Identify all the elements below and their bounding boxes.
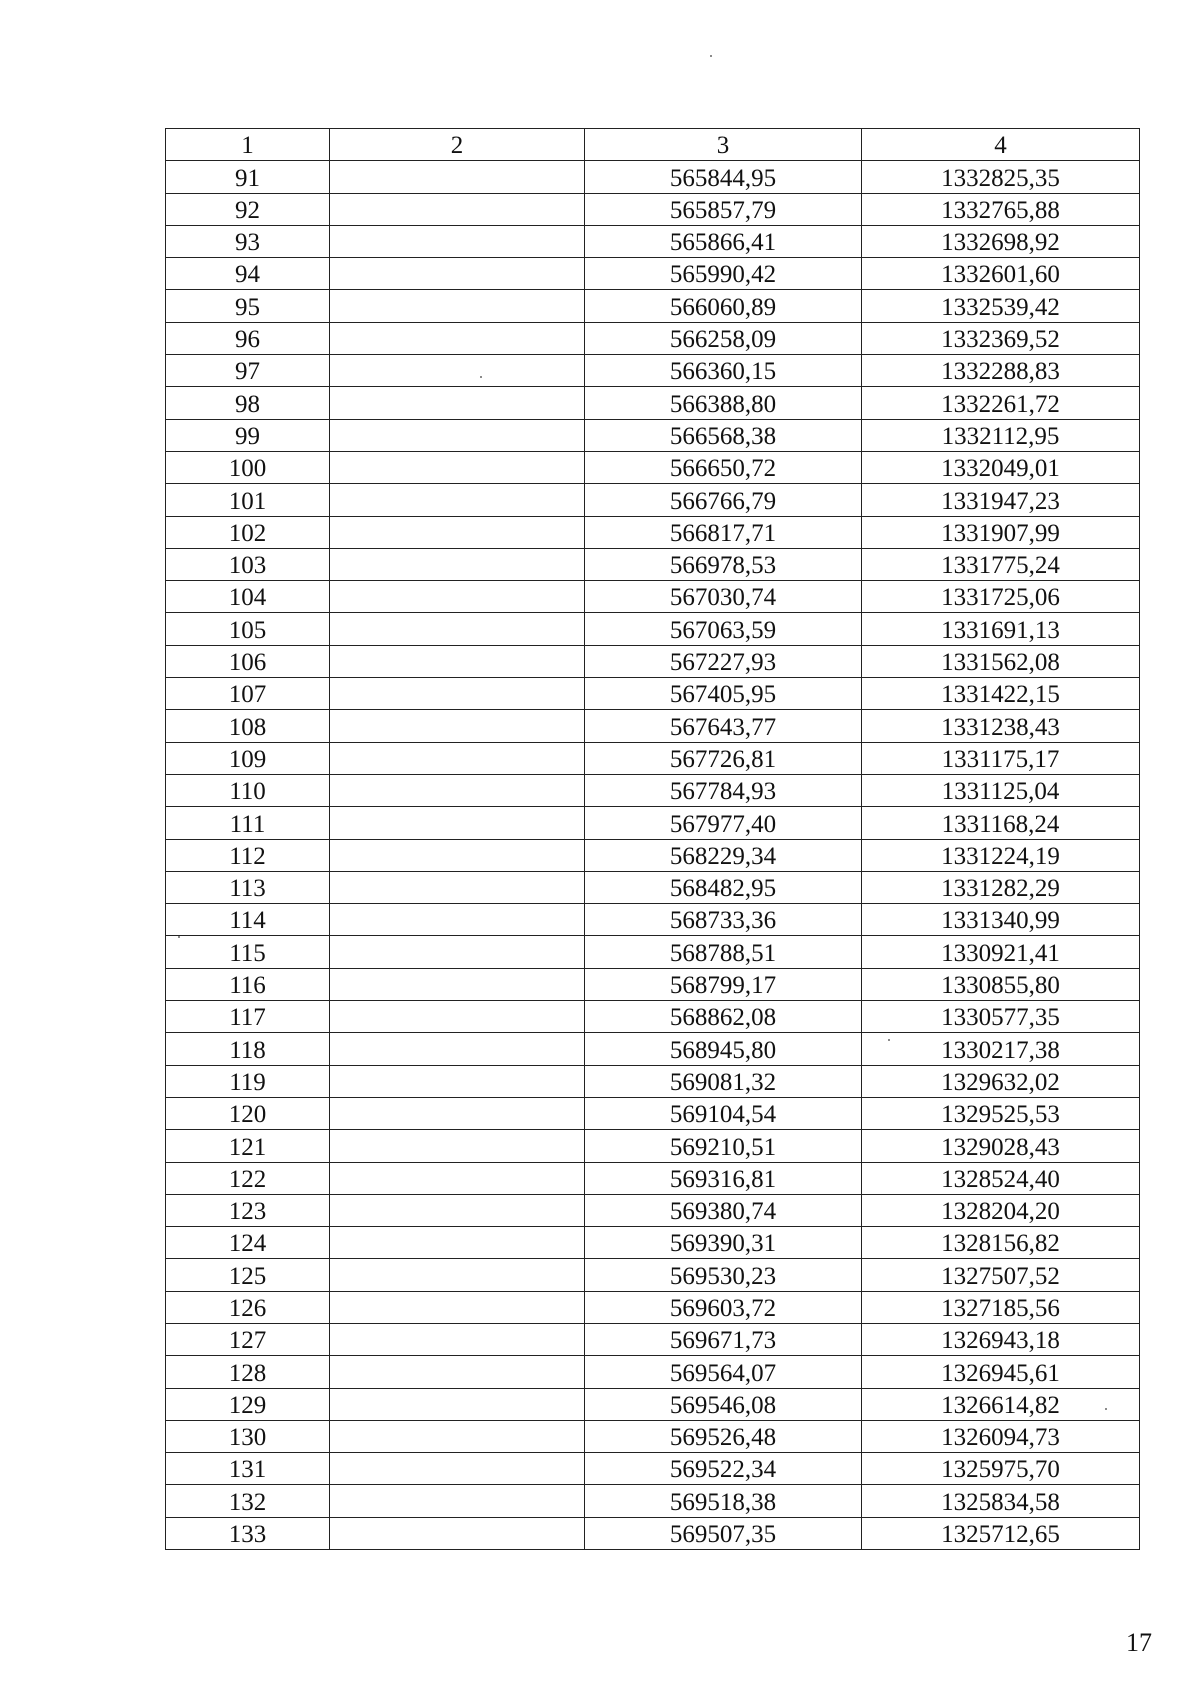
coordinate-x-cell: 569104,54: [585, 1097, 862, 1129]
coordinate-y-cell: 1325834,58: [862, 1485, 1140, 1517]
column-2-cell: [330, 225, 585, 257]
coordinate-x-cell: 569546,08: [585, 1388, 862, 1420]
point-number-cell: 116: [166, 968, 330, 1000]
coordinate-y-cell: 1326614,82: [862, 1388, 1140, 1420]
point-number-cell: 131: [166, 1453, 330, 1485]
table-row: [166, 1485, 1140, 1517]
coordinate-x-cell: 568482,95: [585, 871, 862, 903]
point-number-cell: 96: [166, 322, 330, 354]
table-row: [166, 548, 1140, 580]
point-number-cell: 110: [166, 774, 330, 806]
point-number-cell: 100: [166, 451, 330, 483]
column-header-1: 1: [166, 129, 330, 161]
coordinate-y-cell: 1329525,53: [862, 1097, 1140, 1129]
coordinate-y-cell: 1331238,43: [862, 710, 1140, 742]
point-number-cell: 103: [166, 548, 330, 580]
column-2-cell: [330, 1001, 585, 1033]
column-2-cell: [330, 290, 585, 322]
table-row: [166, 968, 1140, 1000]
coordinate-x-cell: 567030,74: [585, 581, 862, 613]
coordinate-y-cell: 1327507,52: [862, 1259, 1140, 1291]
coordinate-y-cell: 1329028,43: [862, 1130, 1140, 1162]
point-number-cell: 128: [166, 1356, 330, 1388]
table-row: [166, 258, 1140, 290]
point-number-cell: 108: [166, 710, 330, 742]
table-row: [166, 678, 1140, 710]
table-row: [166, 742, 1140, 774]
table-row: [166, 871, 1140, 903]
coordinate-x-cell: 569526,48: [585, 1420, 862, 1452]
column-2-cell: [330, 807, 585, 839]
coordinate-x-cell: 566978,53: [585, 548, 862, 580]
column-2-cell: [330, 678, 585, 710]
table-row: [166, 387, 1140, 419]
column-2-cell: [330, 1194, 585, 1226]
table-row: [166, 1001, 1140, 1033]
coordinate-y-cell: 1332049,01: [862, 451, 1140, 483]
point-number-cell: 91: [166, 161, 330, 193]
coordinate-y-cell: 1331168,24: [862, 807, 1140, 839]
coordinate-x-cell: 569564,07: [585, 1356, 862, 1388]
table-row: [166, 355, 1140, 387]
column-2-cell: [330, 1453, 585, 1485]
table-row: [166, 710, 1140, 742]
table-row: [166, 1356, 1140, 1388]
column-2-cell: [330, 161, 585, 193]
coordinate-y-cell: 1331725,06: [862, 581, 1140, 613]
point-number-cell: 133: [166, 1517, 330, 1549]
coordinate-x-cell: 568229,34: [585, 839, 862, 871]
point-number-cell: 102: [166, 516, 330, 548]
point-number-cell: 127: [166, 1323, 330, 1355]
column-2-cell: [330, 839, 585, 871]
table-row: [166, 774, 1140, 806]
point-number-cell: 109: [166, 742, 330, 774]
coordinate-x-cell: 569518,38: [585, 1485, 862, 1517]
column-2-cell: [330, 516, 585, 548]
column-2-cell: [330, 1291, 585, 1323]
table-row: [166, 225, 1140, 257]
column-2-cell: [330, 419, 585, 451]
coordinate-y-cell: 1331175,17: [862, 742, 1140, 774]
coordinate-y-cell: 1332765,88: [862, 193, 1140, 225]
coordinate-y-cell: 1328156,82: [862, 1227, 1140, 1259]
coordinate-y-cell: 1330577,35: [862, 1001, 1140, 1033]
coordinate-x-cell: 568945,80: [585, 1033, 862, 1065]
point-number-cell: 92: [166, 193, 330, 225]
table-row: [166, 1517, 1140, 1549]
coordinate-x-cell: 568733,36: [585, 904, 862, 936]
point-number-cell: 124: [166, 1227, 330, 1259]
point-number-cell: 115: [166, 936, 330, 968]
column-2-cell: [330, 904, 585, 936]
table-row: [166, 904, 1140, 936]
column-2-cell: [330, 484, 585, 516]
column-2-cell: [330, 1130, 585, 1162]
column-header-3: 3: [585, 129, 862, 161]
point-number-cell: 117: [166, 1001, 330, 1033]
point-number-cell: 99: [166, 419, 330, 451]
coordinate-y-cell: 1331947,23: [862, 484, 1140, 516]
coordinate-y-cell: 1325712,65: [862, 1517, 1140, 1549]
coordinate-x-cell: 569390,31: [585, 1227, 862, 1259]
coordinate-x-cell: 567227,93: [585, 645, 862, 677]
coordinate-x-cell: 569316,81: [585, 1162, 862, 1194]
coordinate-y-cell: 1332601,60: [862, 258, 1140, 290]
table-body: [166, 161, 1140, 1550]
coordinate-y-cell: 1328204,20: [862, 1194, 1140, 1226]
column-2-cell: [330, 968, 585, 1000]
coordinate-y-cell: 1328524,40: [862, 1162, 1140, 1194]
point-number-cell: 122: [166, 1162, 330, 1194]
coordinate-y-cell: 1332288,83: [862, 355, 1140, 387]
table-row: [166, 451, 1140, 483]
coordinate-y-cell: 1330217,38: [862, 1033, 1140, 1065]
column-2-cell: [330, 322, 585, 354]
table-row: [166, 161, 1140, 193]
point-number-cell: 94: [166, 258, 330, 290]
table-row: [166, 581, 1140, 613]
coordinate-y-cell: 1331562,08: [862, 645, 1140, 677]
point-number-cell: 95: [166, 290, 330, 322]
table-row: [166, 1162, 1140, 1194]
table-row: [166, 1065, 1140, 1097]
coordinate-x-cell: 568862,08: [585, 1001, 862, 1033]
point-number-cell: 107: [166, 678, 330, 710]
column-2-cell: [330, 871, 585, 903]
coordinate-x-cell: 565990,42: [585, 258, 862, 290]
column-2-cell: [330, 1162, 585, 1194]
coordinate-x-cell: 569603,72: [585, 1291, 862, 1323]
coordinate-y-cell: 1326945,61: [862, 1356, 1140, 1388]
column-2-cell: [330, 1227, 585, 1259]
coordinate-y-cell: 1330855,80: [862, 968, 1140, 1000]
column-2-cell: [330, 451, 585, 483]
column-2-cell: [330, 936, 585, 968]
point-number-cell: 111: [166, 807, 330, 839]
point-number-cell: 97: [166, 355, 330, 387]
coordinate-x-cell: 567405,95: [585, 678, 862, 710]
point-number-cell: 104: [166, 581, 330, 613]
coordinate-y-cell: 1332539,42: [862, 290, 1140, 322]
coordinate-y-cell: 1327185,56: [862, 1291, 1140, 1323]
coordinate-y-cell: 1331282,29: [862, 871, 1140, 903]
column-2-cell: [330, 774, 585, 806]
table-row: [166, 1033, 1140, 1065]
coordinate-y-cell: 1332698,92: [862, 225, 1140, 257]
table-header-row: [166, 129, 1140, 161]
column-2-cell: [330, 387, 585, 419]
coordinate-x-cell: 569081,32: [585, 1065, 862, 1097]
coordinate-x-cell: 566258,09: [585, 322, 862, 354]
column-2-cell: [330, 1388, 585, 1420]
table-row: [166, 645, 1140, 677]
column-header-4: 4: [862, 129, 1140, 161]
column-2-cell: [330, 258, 585, 290]
point-number-cell: 112: [166, 839, 330, 871]
coordinate-y-cell: 1331775,24: [862, 548, 1140, 580]
column-2-cell: [330, 1356, 585, 1388]
point-number-cell: 119: [166, 1065, 330, 1097]
column-2-cell: [330, 645, 585, 677]
column-2-cell: [330, 742, 585, 774]
coordinate-y-cell: 1331224,19: [862, 839, 1140, 871]
column-2-cell: [330, 613, 585, 645]
column-2-cell: [330, 581, 585, 613]
table-row: [166, 839, 1140, 871]
coordinate-y-cell: 1331422,15: [862, 678, 1140, 710]
coordinate-x-cell: 569530,23: [585, 1259, 862, 1291]
coordinate-x-cell: 566360,15: [585, 355, 862, 387]
table-row: [166, 1453, 1140, 1485]
column-2-cell: [330, 548, 585, 580]
table-row: [166, 1194, 1140, 1226]
column-2-cell: [330, 1485, 585, 1517]
point-number-cell: 132: [166, 1485, 330, 1517]
point-number-cell: 113: [166, 871, 330, 903]
coordinate-y-cell: 1332261,72: [862, 387, 1140, 419]
column-2-cell: [330, 1517, 585, 1549]
table-row: [166, 1323, 1140, 1355]
table-row: [166, 1227, 1140, 1259]
page-number: 17: [1126, 1628, 1152, 1657]
column-2-cell: [330, 1420, 585, 1452]
coordinate-x-cell: 569522,34: [585, 1453, 862, 1485]
coordinate-x-cell: 569507,35: [585, 1517, 862, 1549]
coordinate-x-cell: 566766,79: [585, 484, 862, 516]
point-number-cell: 120: [166, 1097, 330, 1129]
coordinate-y-cell: 1326943,18: [862, 1323, 1140, 1355]
table-row: [166, 1130, 1140, 1162]
coordinate-y-cell: 1332112,95: [862, 419, 1140, 451]
point-number-cell: 105: [166, 613, 330, 645]
coordinate-x-cell: 567784,93: [585, 774, 862, 806]
column-header-2: 2: [330, 129, 585, 161]
point-number-cell: 129: [166, 1388, 330, 1420]
column-2-cell: [330, 1323, 585, 1355]
coordinate-x-cell: 566650,72: [585, 451, 862, 483]
coordinate-x-cell: 565844,95: [585, 161, 862, 193]
table-row: [166, 1388, 1140, 1420]
coordinate-x-cell: 569210,51: [585, 1130, 862, 1162]
coordinate-y-cell: 1331340,99: [862, 904, 1140, 936]
coordinate-x-cell: 566060,89: [585, 290, 862, 322]
column-2-cell: [330, 1033, 585, 1065]
table-row: [166, 613, 1140, 645]
coordinate-x-cell: 567977,40: [585, 807, 862, 839]
point-number-cell: 93: [166, 225, 330, 257]
coordinate-y-cell: 1332369,52: [862, 322, 1140, 354]
column-2-cell: [330, 710, 585, 742]
table-row: [166, 1097, 1140, 1129]
column-2-cell: [330, 1065, 585, 1097]
coordinate-x-cell: 567643,77: [585, 710, 862, 742]
coordinate-x-cell: 566817,71: [585, 516, 862, 548]
coordinate-x-cell: 565866,41: [585, 225, 862, 257]
point-number-cell: 126: [166, 1291, 330, 1323]
point-number-cell: 125: [166, 1259, 330, 1291]
coordinate-y-cell: 1330921,41: [862, 936, 1140, 968]
coordinate-y-cell: 1325975,70: [862, 1453, 1140, 1485]
coordinate-y-cell: 1332825,35: [862, 161, 1140, 193]
table-row: [166, 193, 1140, 225]
column-2-cell: [330, 1097, 585, 1129]
coordinate-x-cell: 569380,74: [585, 1194, 862, 1226]
table-row: [166, 290, 1140, 322]
coordinate-x-cell: 568788,51: [585, 936, 862, 968]
column-2-cell: [330, 355, 585, 387]
point-number-cell: 98: [166, 387, 330, 419]
coordinate-x-cell: 566388,80: [585, 387, 862, 419]
column-2-cell: [330, 193, 585, 225]
point-number-cell: 118: [166, 1033, 330, 1065]
coordinates-table: [165, 128, 1140, 1550]
point-number-cell: 121: [166, 1130, 330, 1162]
point-number-cell: 101: [166, 484, 330, 516]
scan-speck: [710, 55, 712, 57]
coordinate-x-cell: 568799,17: [585, 968, 862, 1000]
table-row: [166, 419, 1140, 451]
table-row: [166, 1259, 1140, 1291]
point-number-cell: 114: [166, 904, 330, 936]
coordinate-y-cell: 1331907,99: [862, 516, 1140, 548]
table-row: [166, 807, 1140, 839]
table-row: [166, 1420, 1140, 1452]
column-2-cell: [330, 1259, 585, 1291]
coordinate-x-cell: 567726,81: [585, 742, 862, 774]
coordinate-x-cell: 566568,38: [585, 419, 862, 451]
coordinate-x-cell: 565857,79: [585, 193, 862, 225]
coordinate-x-cell: 567063,59: [585, 613, 862, 645]
coordinate-y-cell: 1326094,73: [862, 1420, 1140, 1452]
table-row: [166, 322, 1140, 354]
coordinate-y-cell: 1331125,04: [862, 774, 1140, 806]
coordinate-x-cell: 569671,73: [585, 1323, 862, 1355]
coordinate-y-cell: 1331691,13: [862, 613, 1140, 645]
table-row: [166, 1291, 1140, 1323]
table-row: [166, 484, 1140, 516]
table-row: [166, 936, 1140, 968]
point-number-cell: 130: [166, 1420, 330, 1452]
coordinate-y-cell: 1329632,02: [862, 1065, 1140, 1097]
point-number-cell: 123: [166, 1194, 330, 1226]
table-row: [166, 516, 1140, 548]
point-number-cell: 106: [166, 645, 330, 677]
